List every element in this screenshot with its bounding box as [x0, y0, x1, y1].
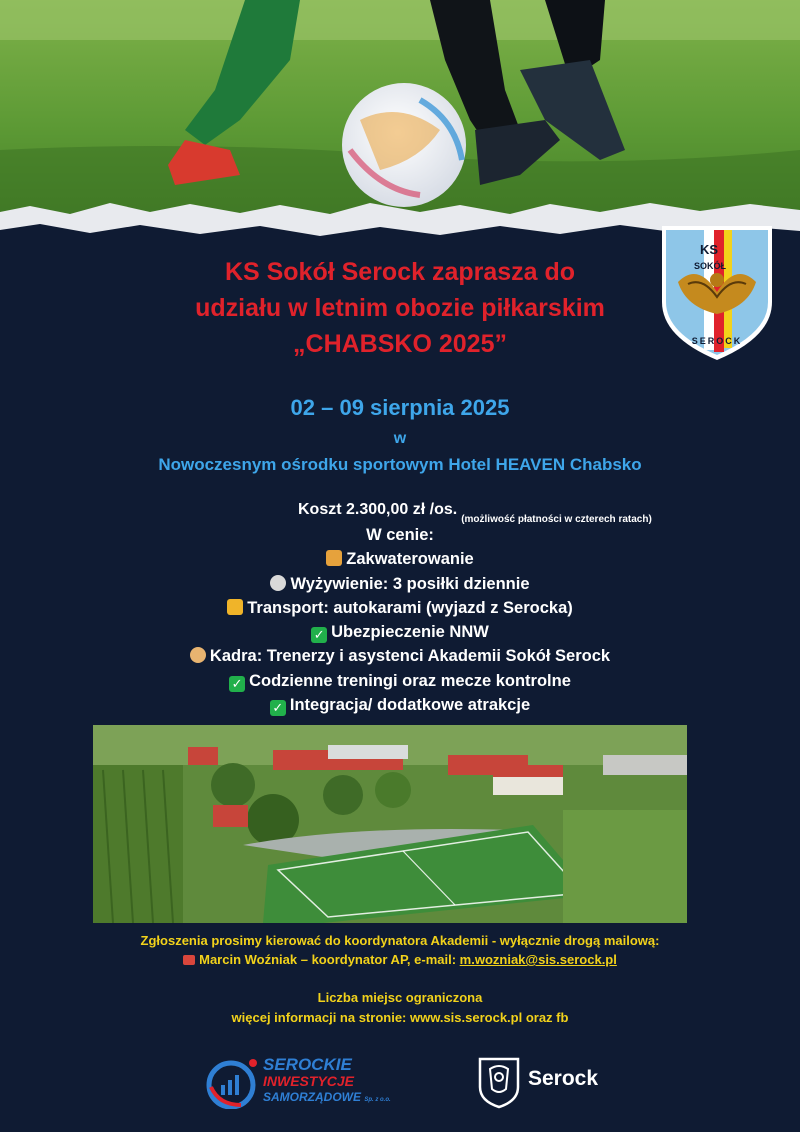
- included-header: W cenie:: [366, 526, 434, 544]
- cost-label: Koszt 2.300,00 zł /os.: [298, 501, 458, 518]
- plate-icon: [270, 575, 286, 591]
- camp-dates: 02 – 09 sierpnia 2025: [290, 395, 510, 420]
- serock-town-logo: [476, 1055, 616, 1109]
- sis-suffix: Sp. z o.o.: [364, 1097, 391, 1103]
- sis-line-2: INWESTYCJE: [263, 1073, 355, 1089]
- crest-top-text: KS: [700, 242, 719, 257]
- availability-info: [0, 988, 800, 1028]
- coach-icon: [190, 647, 206, 663]
- crest-bottom-text: SEROCK: [691, 336, 743, 346]
- list-item: ✓ Ubezpieczenie NNW: [0, 620, 800, 644]
- check-icon: ✓: [311, 627, 327, 643]
- payment-note: (możliwość płatności w czterech ratach): [461, 514, 652, 525]
- email-link[interactable]: m.wozniak@sis.serock.pl: [459, 952, 617, 967]
- crest-mid-text: SOKÓŁ: [694, 261, 727, 271]
- check-icon: ✓: [229, 676, 245, 692]
- serock-logo-text: Serock: [528, 1067, 599, 1090]
- list-item: ✓ Integracja/ dodatkowe atrakcje: [0, 693, 800, 717]
- poster-title: [150, 254, 650, 362]
- limit-line-1: Liczba miejsc ograniczona: [317, 990, 483, 1005]
- connector-word: w: [393, 430, 407, 447]
- ks-sokol-crest-logo: [658, 222, 776, 364]
- title-line-1: KS Sokół Serock zaprasza do: [224, 258, 576, 286]
- sis-line-3: SAMORZĄDOWE: [263, 1090, 361, 1104]
- list-item: Kadra: Trenerzy i asystenci Akademii Sokół Serock: [0, 644, 800, 668]
- included-list: [0, 523, 800, 717]
- cost-line: [298, 501, 652, 525]
- title-line-2: udziału w letnim obozie piłkarskim: [195, 294, 605, 322]
- check-icon: ✓: [270, 700, 286, 716]
- list-item: ✓ Codzienne treningi oraz mecze kontrolne: [0, 669, 800, 693]
- list-item: Zakwaterowanie: [0, 547, 800, 571]
- building-icon: [326, 550, 342, 566]
- bus-icon: [227, 599, 243, 615]
- contact-info: [0, 931, 800, 969]
- list-item: Transport: autokarami (wyjazd z Serocka): [0, 596, 800, 620]
- serock-emblem-icon: [476, 1055, 522, 1109]
- sis-line-1: SEROCKIE: [263, 1055, 352, 1074]
- serockie-inwestycje-logo: [205, 1055, 435, 1115]
- megaphone-icon: [183, 955, 195, 965]
- venue-name: Nowoczesnym ośrodku sportowym Hotel HEAVEN Chabsko: [158, 455, 642, 474]
- limit-line-2: więcej informacji na stronie: www.sis.serock.pl oraz fb: [231, 1010, 569, 1025]
- title-line-3: „CHABSKO 2025”: [293, 330, 507, 358]
- list-item: Wyżywienie: 3 posiłki dziennie: [0, 572, 800, 596]
- hero-photo: [0, 0, 800, 250]
- contact-line-1: Zgłoszenia prosimy kierować do koordynatora Akademii - wyłącznie drogą mailową:: [140, 933, 660, 948]
- aerial-photo-hotel: [93, 725, 687, 923]
- contact-line-2: Marcin Woźniak – koordynator AP, e-mail: m.wozniak@sis.serock.pl: [0, 950, 800, 969]
- sis-chart-icon: [205, 1055, 261, 1109]
